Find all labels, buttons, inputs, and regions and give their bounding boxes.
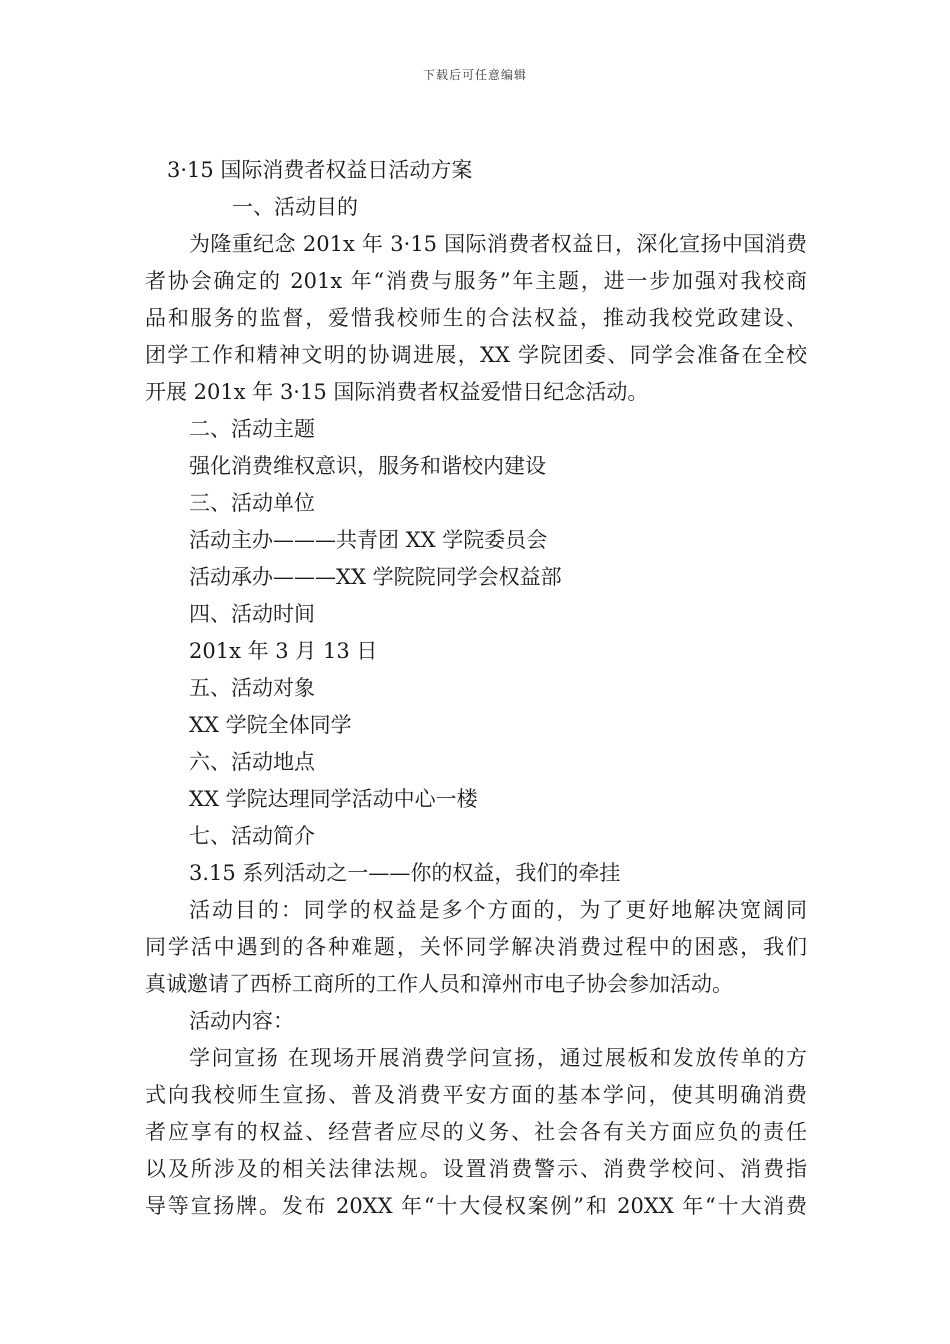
document-title: 3·15 国际消费者权益日活动方案 — [167, 158, 473, 182]
paragraph-line: 团学工作和精神文明的协调进展，XX 学院团委、同学会准备在全校 — [145, 343, 807, 367]
host-unit: 活动主办———共青团 XX 学院委员会 — [189, 528, 548, 552]
content-label: 活动内容： — [189, 1009, 294, 1033]
page-header-note: 下载后可任意编辑 — [422, 68, 527, 82]
paragraph-line: 为隆重纪念 201x 年 3·15 国际消费者权益日，深化宣扬中国消费 — [189, 232, 807, 256]
section-heading-theme: 二、活动主题 — [189, 417, 315, 441]
section-heading-location: 六、活动地点 — [189, 750, 315, 774]
series-title: 3.15 系列活动之一——你的权益，我们的牵挂 — [189, 861, 621, 885]
section-heading-units: 三、活动单位 — [189, 491, 315, 515]
paragraph-line: 同学活中遇到的各种难题，关怀同学解决消费过程中的困惑，我们 — [145, 935, 807, 959]
location-text: XX 学院达理同学活动中心一楼 — [189, 787, 478, 811]
section-heading-purpose: 一、活动目的 — [232, 195, 358, 219]
paragraph-line: 开展 201x 年 3·15 国际消费者权益爱惜日纪念活动。 — [145, 380, 649, 404]
paragraph-line: 式向我校师生宣扬、普及消费平安方面的基本学问，使其明确消费 — [145, 1083, 807, 1107]
paragraph-line: 真诚邀请了西桥工商所的工作人员和漳州市电子协会参加活动。 — [145, 972, 733, 996]
paragraph-line: 者应享有的权益、经营者应尽的义务、社会各有关方面应负的责任 — [145, 1120, 807, 1144]
audience-text: XX 学院全体同学 — [189, 713, 352, 737]
paragraph-line: 者协会确定的 201x 年“消费与服务”年主题，进一步加强对我校商 — [145, 269, 807, 293]
event-date: 201x 年 3 月 13 日 — [189, 639, 378, 663]
section-heading-time: 四、活动时间 — [189, 602, 315, 626]
organizer-unit: 活动承办———XX 学院院同学会权益部 — [189, 565, 562, 589]
document-body — [145, 152, 807, 1225]
paragraph-line: 以及所涉及的相关法律法规。设置消费警示、消费学校问、消费指 — [145, 1157, 807, 1181]
paragraph-line: 品和服务的监督，爱惜我校师生的合法权益，推动我校党政建设、 — [145, 306, 807, 330]
paragraph-line: 学问宣扬 在现场开展消费学问宣扬，通过展板和发放传单的方 — [189, 1046, 807, 1070]
theme-text: 强化消费维权意识，服务和谐校内建设 — [189, 454, 546, 478]
paragraph-line: 导等宣扬牌。发布 20XX 年“十大侵权案例”和 20XX 年“十大消费 — [145, 1194, 807, 1218]
section-heading-audience: 五、活动对象 — [189, 676, 315, 700]
section-heading-intro: 七、活动简介 — [189, 824, 315, 848]
paragraph-line: 活动目的：同学的权益是多个方面的，为了更好地解决宽阔同 — [189, 898, 807, 922]
